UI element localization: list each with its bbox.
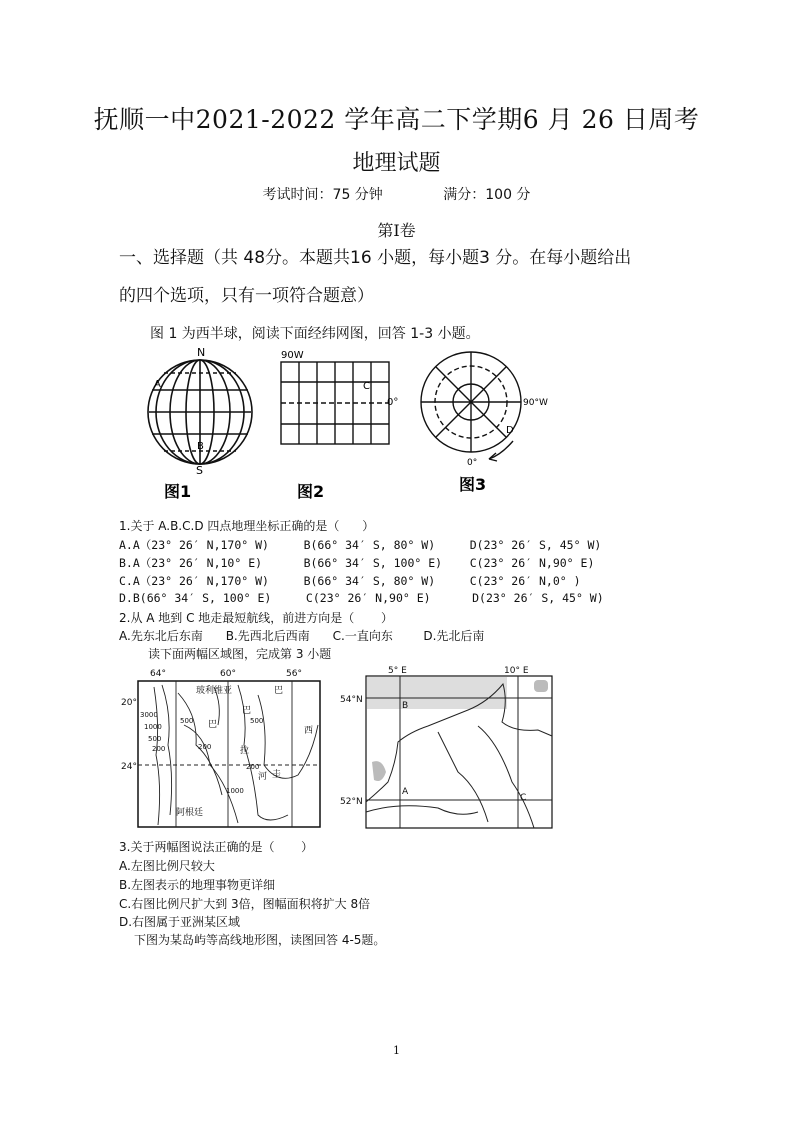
fig3-bottom-label: 0° [467,458,478,468]
exam-time: 考试时间：75 分钟 [262,187,383,203]
q3-option-c: C.右图比例尺扩大到 3倍，图幅面积将扩大 8倍 [119,897,371,911]
lmap-la: 拉 [240,746,250,756]
rmap-point-a: A [402,787,409,797]
figure-2-grid [275,345,405,500]
lmap-gui: 圭 [272,770,282,780]
section-heading-line1: 一、选择题（共 48分。本题共16 小题，每小题3 分。在每小题给出 [119,248,632,268]
figure-1-globe [140,345,260,500]
lmap-paraguay-ba: 巴 [242,706,252,716]
lmap-contour-200a: 200 [152,745,166,753]
fig2-caption: 图2 [297,482,325,500]
q3-option-b: B.左图表示的地理事物更详细 [119,878,276,892]
q1-option-a: A.A（23° 26′ N,170° W) B(66° 34′ S, 80° W) D(23° 26′ S, 45° W) [119,538,602,552]
lmap-contour-200b: 200 [198,743,212,751]
lmap-lon-60: 60° [220,669,236,679]
fig2-side-label: 0° [387,397,399,408]
fig1-point-b: B [197,441,204,452]
section-heading-line2: 的四个选项，只有一项符合题意） [119,286,374,306]
fig1-point-a: A [154,379,161,390]
exam-meta [0,184,793,204]
lmap-contour-200c: 200 [246,763,260,771]
left-region-map [118,665,328,835]
lmap-brazil-2: 西 [304,726,314,736]
lmap-contour-500a: 500 [148,735,162,743]
intro-fig1: 图 1 为西半球，阅读下面经纬网图，回答 1-3 小题。 [150,326,480,342]
lmap-contour-1000b: 1000 [226,787,244,795]
lmap-argentina: 阿根廷 [176,808,204,818]
lmap-lon-56: 56° [286,669,302,679]
fig2-top-label: 90W [281,350,304,361]
intro-q3: 读下面两幅区域图，完成第 3 小题 [148,647,332,661]
figure-3-polar [415,345,565,500]
exam-title: 抚顺一中2021-2022 学年高二下学期6 月 26 日周考 [93,105,700,134]
rmap-lon-5e: 5° E [388,666,407,676]
exam-subtitle: 地理试题 [352,151,441,176]
fig1-caption: 图1 [164,482,192,500]
fig3-point-d: D [506,425,514,436]
q3-stem: 3.关于两幅图说法正确的是（ ） [119,840,314,854]
rmap-lon-10e: 10° E [504,666,529,676]
lmap-contour-1000a: 1000 [144,723,162,731]
q2-options: A.先东北后东南 B.先西北后西南 C.一直向东 D.先北后南 [119,629,485,643]
lmap-brazil-1: 巴 [274,686,284,696]
lmap-bolivia: 玻利维亚 [196,686,233,696]
fig3-caption: 图3 [459,475,487,494]
q1-option-c: C.A（23° 26′ N,170° W) B(66° 34′ S, 80° W) C(23° 26′ N,0° ) [119,574,581,588]
lmap-he: 河 [258,772,268,782]
exam-score: 满分：100 分 [443,187,531,203]
q2-stem: 2.从 A 地到 C 地走最短航线，前进方向是（ ） [119,611,393,625]
q1-option-d: D.B(66° 34′ S, 100° E) C(23° 26′ N,90° E) D(23° 26′ S, 45° W) [119,591,604,605]
rmap-lat-52n: 52°N [340,797,363,807]
fig3-right-label: 90°W [523,398,548,408]
intro-q4-5: 下图为某岛屿等高线地形图，读图回答 4-5题。 [134,933,386,947]
lmap-contour-500c: 500 [250,717,264,725]
rmap-point-b: B [402,701,409,711]
volume-heading: 第Ⅰ卷 [377,221,416,240]
rmap-point-c: C [520,793,527,803]
fig1-south-label: S [196,464,203,477]
lmap-lat-20: 20° [121,698,137,708]
q3-option-a: A.左图比例尺较大 [119,859,215,873]
lmap-contour-500b: 500 [180,717,194,725]
q1-stem: 1.关于 A.B.C.D 四点地理坐标正确的是（ ） [119,519,375,533]
fig2-point-c: C [363,381,370,392]
fig1-north-label: N [197,346,206,359]
lmap-ba: 巴 [208,720,218,730]
right-region-map [338,662,560,834]
lmap-contour-3000: 3000 [140,711,158,719]
page-number: 1 [393,1044,400,1057]
q3-option-d: D.右图属于亚洲某区域 [119,915,241,929]
lmap-lat-24: 24° [121,762,137,772]
rmap-lat-54n: 54°N [340,695,363,705]
lmap-lon-64: 64° [150,669,166,679]
q1-option-b: B.A（23° 26′ N,10° E) B(66° 34′ S, 100° E) C(23° 26′ N,90° E) [119,556,595,570]
